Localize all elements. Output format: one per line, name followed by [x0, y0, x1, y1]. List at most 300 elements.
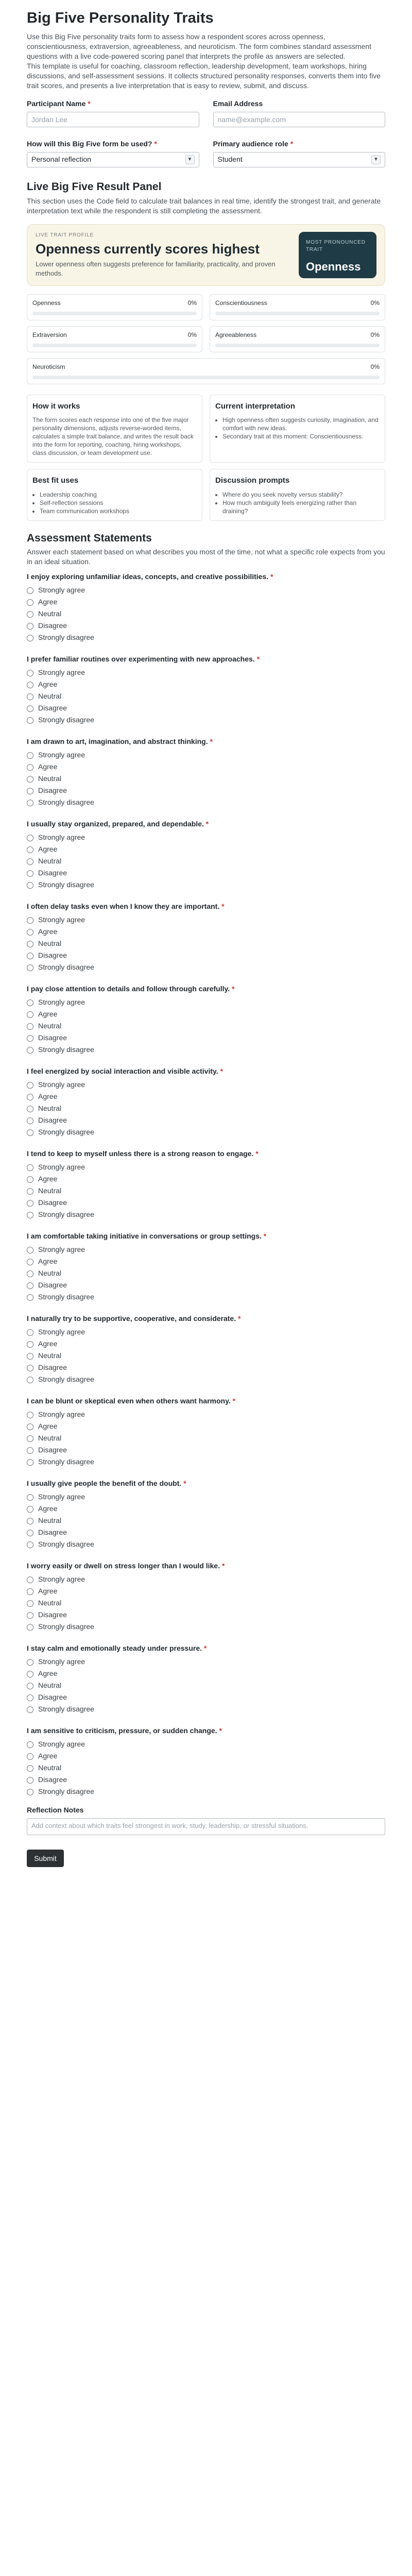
radio-option-label: Neutral [38, 1764, 62, 1772]
radio-button[interactable] [27, 917, 33, 924]
question-block [27, 902, 385, 974]
chevron-down-icon: ▼ [185, 155, 195, 164]
radio-option-label: Strongly agree [38, 916, 85, 924]
radio-option-label: Strongly disagree [38, 1293, 94, 1301]
radio-option[interactable] [27, 1327, 385, 1338]
card-text: The form scores each response into one of the five major personality dimensions, adjusts reverse-worded items, calculates a simple trait balance, and writes the result back into the form for reporting, coaching, hiring workshops, class discussion, or team development use. [32, 416, 194, 457]
radio-button[interactable] [27, 1694, 33, 1701]
radio-button[interactable] [27, 1082, 33, 1089]
radio-group [27, 1656, 385, 1716]
profile-eyebrow: LIVE TRAIT PROFILE [36, 232, 94, 239]
radio-option-label: Neutral [38, 1269, 62, 1278]
radio-option-label: Neutral [38, 939, 62, 948]
radio-button[interactable] [27, 1117, 33, 1124]
meter-value: 0% [370, 331, 380, 339]
radio-option-label: Disagree [38, 1528, 67, 1537]
radio-option[interactable] [27, 1209, 385, 1221]
card-title: Current interpretation [215, 402, 296, 411]
radio-option-label: Disagree [38, 869, 67, 877]
radio-option[interactable] [27, 703, 385, 715]
question-block [27, 654, 385, 726]
chevron-down-icon: ▼ [371, 155, 381, 164]
radio-button[interactable] [27, 1494, 33, 1501]
radio-option[interactable] [27, 750, 385, 761]
radio-option[interactable] [27, 1762, 385, 1774]
question-text [27, 1231, 385, 1241]
radio-option[interactable] [27, 926, 385, 938]
radio-option[interactable] [27, 1103, 385, 1115]
radio-button[interactable] [27, 587, 33, 594]
radio-option[interactable] [27, 797, 385, 809]
question-text [27, 1479, 385, 1488]
card-title: How it works [32, 402, 80, 411]
radio-button[interactable] [27, 1671, 33, 1677]
question-text [27, 819, 385, 829]
required-marker: * [230, 984, 235, 993]
question-block [27, 1396, 385, 1468]
radio-button[interactable] [27, 1094, 33, 1100]
trait-meter-conscientiousness [210, 294, 385, 320]
radio-button[interactable] [27, 1530, 33, 1536]
radio-option[interactable] [27, 1280, 385, 1292]
radio-button[interactable] [27, 1270, 33, 1277]
profile-subtext: Lower openness often suggests preference for familiarity, practicality, and proven methods. [36, 260, 276, 277]
audience-select[interactable] [213, 152, 386, 167]
radio-option-label: Strongly agree [38, 1080, 85, 1089]
radio-option-label: Neutral [38, 1434, 62, 1443]
radio-button[interactable] [27, 964, 33, 971]
radio-option[interactable] [27, 1009, 385, 1021]
question-text [27, 984, 385, 994]
radio-option[interactable] [27, 1374, 385, 1386]
radio-option-label: Disagree [38, 1446, 67, 1454]
question-block [27, 1479, 385, 1551]
radio-option[interactable] [27, 1515, 385, 1527]
radio-option-label: Neutral [38, 1599, 62, 1607]
meter-track [32, 344, 197, 347]
question-block [27, 1066, 385, 1139]
radio-button[interactable] [27, 1129, 33, 1136]
radio-option-label: Strongly disagree [38, 1375, 94, 1384]
radio-button[interactable] [27, 764, 33, 771]
question-block [27, 1149, 385, 1221]
radio-button[interactable] [27, 1047, 33, 1054]
radio-option[interactable] [27, 608, 385, 620]
radio-button[interactable] [27, 717, 33, 724]
how-it-works-card [27, 395, 202, 463]
radio-option[interactable] [27, 1256, 385, 1268]
radio-button[interactable] [27, 846, 33, 853]
radio-option[interactable] [27, 868, 385, 879]
radio-button[interactable] [27, 1106, 33, 1112]
radio-button[interactable] [27, 1329, 33, 1336]
question-block [27, 1726, 385, 1798]
radio-option[interactable] [27, 773, 385, 785]
radio-option[interactable] [27, 632, 385, 644]
radio-option-label: Disagree [38, 1693, 67, 1702]
question-label: I can be blunt or skeptical even when others want harmony. [27, 1396, 231, 1405]
radio-option[interactable] [27, 1362, 385, 1374]
radio-option-label: Neutral [38, 609, 62, 618]
radio-option[interactable] [27, 1350, 385, 1362]
question-text [27, 1066, 385, 1076]
radio-option-label: Strongly agree [38, 1657, 85, 1666]
radio-option[interactable] [27, 1162, 385, 1174]
radio-button[interactable] [27, 1789, 33, 1795]
card-list [215, 490, 380, 515]
radio-option-label: Strongly agree [38, 1493, 85, 1501]
radio-option[interactable] [27, 1174, 385, 1185]
radio-group [27, 1739, 385, 1798]
radio-button[interactable] [27, 1377, 33, 1383]
radio-option-label: Neutral [38, 1681, 62, 1690]
required-marker: * [268, 572, 273, 581]
radio-option-label: Strongly disagree [38, 880, 94, 889]
radio-button[interactable] [27, 1035, 33, 1042]
radio-option-label: Neutral [38, 1022, 62, 1030]
radio-option-label: Agree [38, 1257, 58, 1266]
radio-option[interactable] [27, 1079, 385, 1091]
radio-option[interactable] [27, 691, 385, 703]
radio-option[interactable] [27, 620, 385, 632]
radio-button[interactable] [27, 1612, 33, 1619]
trait-meter-neuroticism [27, 358, 385, 384]
radio-option-label: Strongly disagree [38, 1540, 94, 1549]
radio-option-label: Agree [38, 1587, 58, 1596]
question-label: I usually give people the benefit of the doubt. [27, 1479, 182, 1487]
radio-option[interactable] [27, 1492, 385, 1503]
radio-button[interactable] [27, 693, 33, 700]
question-label: I often delay tasks even when I know they are important. [27, 902, 220, 910]
radio-group [27, 750, 385, 809]
participant-name-field [27, 99, 199, 127]
radio-button[interactable] [27, 929, 33, 936]
radio-button[interactable] [27, 1435, 33, 1442]
radio-button[interactable] [27, 682, 33, 688]
radio-button[interactable] [27, 1212, 33, 1218]
radio-button[interactable] [27, 1023, 33, 1030]
meter-label: Agreeableness [215, 331, 257, 339]
required-marker: * [208, 737, 213, 745]
meter-value: 0% [370, 363, 380, 371]
radio-button[interactable] [27, 1176, 33, 1183]
radio-option[interactable] [27, 1586, 385, 1598]
question-label: I stay calm and emotionally steady under pressure. [27, 1643, 202, 1652]
required-marker: * [220, 1561, 225, 1570]
result-panel-heading: Live Big Five Result Panel [27, 181, 162, 193]
audience-label: Primary audience role * [213, 140, 294, 148]
radio-group [27, 1409, 385, 1468]
radio-option[interactable] [27, 1739, 385, 1751]
radio-option-label: Neutral [38, 1351, 62, 1360]
question-text [27, 1149, 385, 1159]
radio-option[interactable] [27, 1704, 385, 1716]
radio-option[interactable] [27, 832, 385, 844]
question-text [27, 1726, 385, 1736]
radio-button[interactable] [27, 1753, 33, 1760]
trait-profile-text [36, 232, 290, 278]
radio-option-label: Disagree [38, 786, 67, 795]
radio-option-label: Strongly disagree [38, 1128, 94, 1137]
radio-button[interactable] [27, 1412, 33, 1418]
insight-cards [27, 395, 385, 521]
participant-row [27, 99, 385, 127]
radio-button[interactable] [27, 1188, 33, 1195]
question-label: I enjoy exploring unfamiliar ideas, concepts, and creative possibilities. [27, 572, 269, 581]
pronounced-trait-name: Openness [306, 260, 361, 274]
radio-option[interactable] [27, 1456, 385, 1468]
required-marker: * [261, 1231, 267, 1240]
radio-button[interactable] [27, 1683, 33, 1689]
radio-option-label: Agree [38, 1504, 58, 1513]
radio-option-label: Strongly disagree [38, 1622, 94, 1631]
radio-option[interactable] [27, 856, 385, 868]
required-marker: * [230, 1396, 236, 1405]
radio-button[interactable] [27, 1506, 33, 1513]
radio-option[interactable] [27, 962, 385, 974]
radio-option[interactable] [27, 597, 385, 608]
radio-button[interactable] [27, 705, 33, 712]
required-marker: * [236, 1314, 241, 1323]
radio-group [27, 914, 385, 974]
radio-option-label: Agree [38, 845, 58, 854]
radio-option[interactable] [27, 938, 385, 950]
radio-button[interactable] [27, 1011, 33, 1018]
radio-option-label: Strongly agree [38, 1163, 85, 1172]
email-label: Email Address [213, 99, 263, 108]
radio-button[interactable] [27, 788, 33, 794]
radio-option-label: Strongly disagree [38, 1787, 94, 1796]
card-list [32, 490, 197, 515]
meter-value: 0% [370, 299, 380, 307]
meter-label: Openness [32, 299, 61, 307]
radio-button[interactable] [27, 1164, 33, 1171]
required-marker: * [254, 654, 260, 663]
radio-option[interactable] [27, 1032, 385, 1044]
radio-button[interactable] [27, 623, 33, 630]
radio-option[interactable] [27, 1445, 385, 1456]
radio-option-label: Neutral [38, 1516, 62, 1525]
pronounced-trait-box [299, 232, 376, 278]
radio-option[interactable] [27, 1021, 385, 1032]
radio-option[interactable] [27, 1621, 385, 1633]
question-block [27, 572, 385, 644]
radio-option-label: Neutral [38, 1187, 62, 1195]
radio-option[interactable] [27, 1527, 385, 1539]
radio-button[interactable] [27, 1577, 33, 1583]
radio-button[interactable] [27, 1706, 33, 1713]
card-title: Discussion prompts [215, 476, 290, 485]
radio-option-label: Strongly agree [38, 586, 85, 595]
radio-option[interactable] [27, 1268, 385, 1280]
reflection-notes-field [27, 1805, 385, 1838]
radio-option-label: Neutral [38, 774, 62, 783]
radio-option-label: Agree [38, 1175, 58, 1183]
radio-option-label: Agree [38, 1669, 58, 1678]
question-text [27, 1643, 385, 1653]
radio-button[interactable] [27, 599, 33, 606]
radio-option-label: Strongly disagree [38, 716, 94, 724]
radio-button[interactable] [27, 1247, 33, 1253]
radio-button[interactable] [27, 1624, 33, 1631]
radio-button[interactable] [27, 1588, 33, 1595]
radio-option-label: Strongly disagree [38, 633, 94, 642]
email-input[interactable] [213, 112, 386, 127]
radio-option[interactable] [27, 1292, 385, 1303]
required-marker: * [202, 1643, 207, 1652]
radio-option[interactable] [27, 1409, 385, 1421]
radio-button[interactable] [27, 882, 33, 889]
page-title: Big Five Personality Traits [27, 10, 214, 26]
radio-option[interactable] [27, 1668, 385, 1680]
radio-option[interactable] [27, 1433, 385, 1445]
radio-option[interactable] [27, 715, 385, 726]
trait-profile-card [27, 224, 385, 286]
question-text [27, 654, 385, 664]
question-block [27, 984, 385, 1056]
radio-button[interactable] [27, 670, 33, 676]
trait-meter-openness [27, 294, 202, 320]
radio-button[interactable] [27, 1541, 33, 1548]
trait-meter-agreeableness [210, 326, 385, 352]
radio-option-label: Disagree [38, 1116, 67, 1125]
radio-option-label: Strongly agree [38, 1410, 85, 1419]
list-item: • How much ambiguity feels energizing rather than draining? [222, 499, 380, 515]
radio-option-label: Agree [38, 927, 58, 936]
radio-option-label: Strongly agree [38, 1575, 85, 1584]
radio-option-label: Strongly agree [38, 1245, 85, 1254]
radio-button[interactable] [27, 1765, 33, 1772]
reflection-notes-textarea[interactable] [27, 1818, 385, 1835]
radio-option[interactable] [27, 1539, 385, 1551]
meter-label: Neuroticism [32, 363, 65, 371]
radio-button[interactable] [27, 1518, 33, 1524]
radio-option[interactable] [27, 1656, 385, 1668]
radio-option[interactable] [27, 1244, 385, 1256]
submit-button[interactable]: Submit [27, 1850, 64, 1867]
question-text [27, 1561, 385, 1571]
participant-name-input[interactable] [27, 112, 199, 127]
radio-option[interactable] [27, 1091, 385, 1103]
radio-button[interactable] [27, 1777, 33, 1784]
question-block [27, 1561, 385, 1633]
intro-paragraph: Use this Big Five personality traits form to assess how a respondent scores across openness, conscientiousness, extraversion, agreeableness, and neuroticism. The form combines standard assessment questions with a live code-powered scoring panel that interprets the profile as answers are selected. [27, 32, 371, 60]
radio-group [27, 1327, 385, 1386]
radio-option[interactable] [27, 1598, 385, 1609]
radio-option[interactable] [27, 1503, 385, 1515]
radio-option[interactable] [27, 879, 385, 891]
radio-option[interactable] [27, 1197, 385, 1209]
radio-button[interactable] [27, 1341, 33, 1348]
radio-option-label: Disagree [38, 1198, 67, 1207]
radio-option[interactable] [27, 1338, 385, 1350]
radio-button[interactable] [27, 1741, 33, 1748]
radio-button[interactable] [27, 752, 33, 759]
list-item: • Self-reflection sessions [40, 499, 197, 507]
radio-button[interactable] [27, 1259, 33, 1265]
question-text [27, 1396, 385, 1406]
question-label: I tend to keep to myself unless there is a strong reason to engage. [27, 1149, 254, 1158]
radio-option[interactable] [27, 1786, 385, 1798]
radio-option[interactable] [27, 1574, 385, 1586]
radio-button[interactable] [27, 1423, 33, 1430]
radio-option[interactable] [27, 585, 385, 597]
radio-button[interactable] [27, 1365, 33, 1371]
radio-button[interactable] [27, 776, 33, 783]
radio-button[interactable] [27, 1447, 33, 1454]
usage-select[interactable] [27, 152, 199, 167]
radio-option[interactable] [27, 1185, 385, 1197]
question-text [27, 902, 385, 911]
radio-button[interactable] [27, 1459, 33, 1466]
radio-option-label: Strongly disagree [38, 798, 94, 807]
required-marker: * [253, 1149, 259, 1158]
radio-option[interactable] [27, 679, 385, 691]
radio-option[interactable] [27, 1609, 385, 1621]
radio-option[interactable] [27, 1421, 385, 1433]
list-item: • Where do you seek novelty versus stability? [222, 490, 380, 499]
required-marker: * [203, 819, 209, 828]
radio-option[interactable] [27, 1044, 385, 1056]
radio-button[interactable] [27, 1294, 33, 1301]
radio-option-label: Neutral [38, 1104, 62, 1113]
radio-button[interactable] [27, 1200, 33, 1207]
radio-option[interactable] [27, 667, 385, 679]
radio-option[interactable] [27, 997, 385, 1009]
question-label: I worry easily or dwell on stress longer than I would like. [27, 1561, 220, 1570]
radio-option[interactable] [27, 844, 385, 856]
radio-option[interactable] [27, 1692, 385, 1704]
radio-button[interactable] [27, 870, 33, 877]
question-block [27, 737, 385, 809]
card-list [215, 416, 380, 440]
radio-button[interactable] [27, 800, 33, 806]
radio-option-label: Strongly agree [38, 751, 85, 759]
list-item: • High openness often suggests curiosity, imagination, and comfort with new ideas. [222, 416, 380, 432]
question-block [27, 1643, 385, 1716]
required-marker: * [181, 1479, 186, 1487]
radio-option[interactable] [27, 785, 385, 797]
radio-option-label: Agree [38, 680, 58, 689]
radio-option-label: Disagree [38, 1775, 67, 1784]
radio-button[interactable] [27, 635, 33, 641]
radio-button[interactable] [27, 1282, 33, 1289]
assessment-heading: Assessment Statements [27, 532, 152, 544]
radio-button[interactable] [27, 1600, 33, 1607]
question-label: I prefer familiar routines over experimenting with new approaches. [27, 654, 255, 663]
radio-option[interactable] [27, 761, 385, 773]
radio-button[interactable] [27, 999, 33, 1006]
radio-option[interactable] [27, 914, 385, 926]
radio-button[interactable] [27, 835, 33, 841]
pronounced-trait-eyebrow: MOST PRONOUNCED TRAIT [306, 240, 366, 253]
radio-option[interactable] [27, 1680, 385, 1692]
radio-button[interactable] [27, 858, 33, 865]
radio-button[interactable] [27, 941, 33, 947]
radio-option[interactable] [27, 1774, 385, 1786]
question-block [27, 819, 385, 891]
radio-button[interactable] [27, 1659, 33, 1666]
radio-option[interactable] [27, 1127, 385, 1139]
radio-button[interactable] [27, 953, 33, 959]
radio-option-label: Strongly disagree [38, 1045, 94, 1054]
radio-option[interactable] [27, 1115, 385, 1127]
radio-button[interactable] [27, 1353, 33, 1360]
radio-button[interactable] [27, 611, 33, 618]
question-label: I pay close attention to details and follow through carefully. [27, 984, 230, 993]
radio-option[interactable] [27, 950, 385, 962]
radio-option[interactable] [27, 1751, 385, 1762]
